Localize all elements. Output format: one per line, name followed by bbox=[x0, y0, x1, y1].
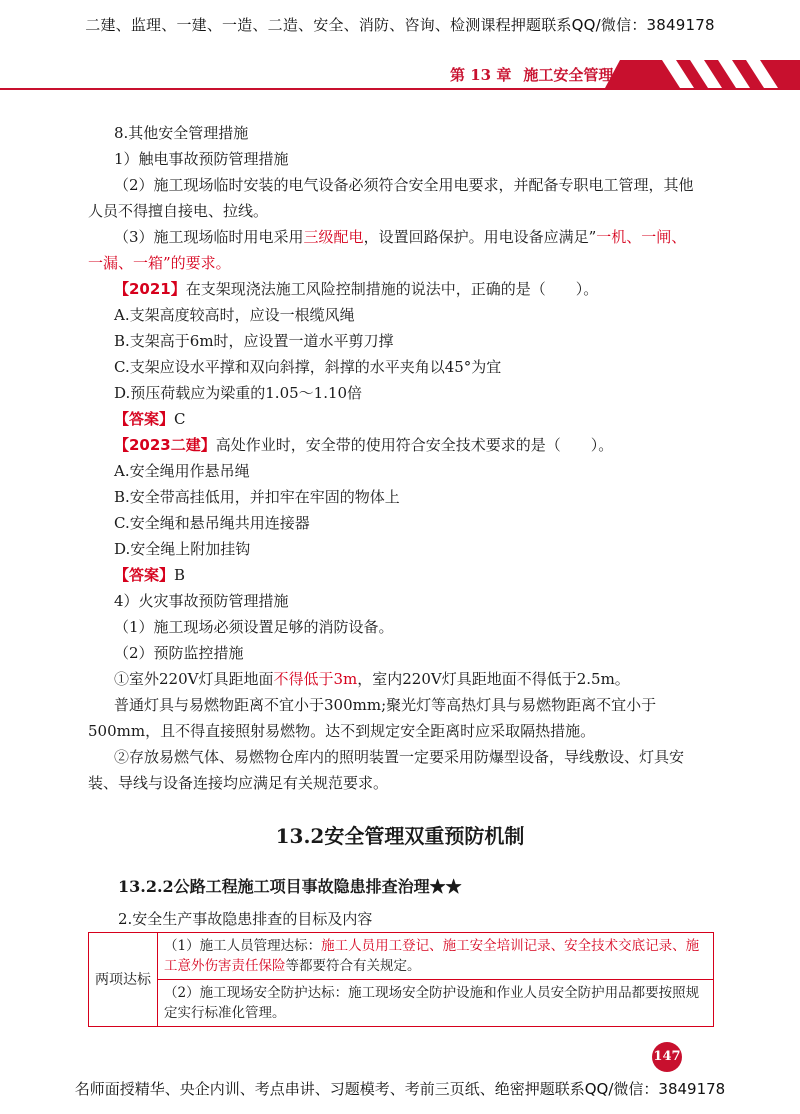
main-content bbox=[88, 120, 716, 796]
table-cell-personnel: （1）施工人员管理达标：施工人员用工登记、施工安全培训记录、安全技术交底记录、施工意外伤害责任保险等都要符合有关规定。 bbox=[158, 933, 714, 980]
question-2-option-d: D.安全绳上附加挂钩 bbox=[114, 540, 251, 558]
question-1-option-c: C.支架应设水平撑和双向斜撑，斜撑的水平夹角以45°为宜 bbox=[114, 358, 502, 376]
paragraph-3-line2: 一漏、一箱”的要求。 bbox=[88, 254, 231, 272]
table-row bbox=[89, 980, 714, 1027]
answer-2-tag: 【答案】 bbox=[114, 566, 175, 584]
chapter-header-bar bbox=[0, 58, 800, 92]
heading-8: 8.其他安全管理措施 bbox=[114, 124, 249, 142]
highlight-three-level: 三级配电 bbox=[303, 228, 364, 246]
heading-electric: 1）触电事故预防管理措施 bbox=[114, 150, 289, 168]
question-1-option-a: A.支架高度较高时，应设一根缆风绳 bbox=[114, 306, 355, 324]
chapter-label bbox=[450, 64, 625, 85]
subsection-paragraph: 2.安全生产事故隐患排查的目标及内容 bbox=[118, 910, 373, 928]
table-label-cell: 两项达标 bbox=[89, 933, 158, 1027]
fire-item-1: （1）施工现场必须设置足够的消防设备。 bbox=[114, 618, 394, 636]
subsection-title: 13.2.2公路工程施工项目事故隐患排查治理★★ bbox=[118, 877, 462, 896]
fire-lamp-line1: 普通灯具与易燃物距离不宜小于300mm;聚光灯等高热灯具与易燃物距离不宜小于 bbox=[114, 696, 657, 714]
question-1-tag: 【2021】 bbox=[114, 280, 186, 298]
question-1-option-b: B.支架高于6m时，应设置一道水平剪刀撑 bbox=[114, 332, 394, 350]
question-1-answer: 【答案】C bbox=[114, 410, 186, 428]
page-number-badge: 147 bbox=[652, 1042, 682, 1072]
question-2-option-b: B.安全带高挂低用，并扣牢在牢固的物体上 bbox=[114, 488, 400, 506]
section-title: 13.2安全管理双重预防机制 bbox=[275, 824, 525, 848]
highlight-3m: 不得低于3m bbox=[273, 670, 358, 688]
question-2-answer: 【答案】B bbox=[114, 566, 186, 584]
question-2-tag: 【2023二建】 bbox=[114, 436, 216, 454]
paragraph-2-line2: 人员不得擅自接电、拉线。 bbox=[88, 202, 269, 220]
chapter-number: 第 13 章 bbox=[450, 66, 512, 84]
chapter-title: 施工安全管理 bbox=[523, 66, 614, 84]
paragraph-3-line1: （3）施工现场临时用电采用三级配电，设置回路保护。用电设备应满足”一机、一闸、 bbox=[114, 228, 687, 246]
table-cell-site-protection: （2）施工现场安全防护达标：施工现场安全防护设施和作业人员安全防护用品都要按照规定实行标准化管理。 bbox=[158, 980, 714, 1027]
fire-storage-line1: ②存放易燃气体、易燃物仓库内的照明装置一定要采用防爆型设备，导线敷设、灯具安 bbox=[114, 748, 685, 766]
fire-lamp-line2: 500mm，且不得直接照射易燃物。达不到规定安全距离时应采取隔热措施。 bbox=[88, 722, 596, 740]
highlight-records: 施工人员用工登记、施工安全培训记录、安全技术交底记录、施工意外伤害责任保险 bbox=[164, 938, 700, 974]
question-2-option-c: C.安全绳和悬吊绳共用连接器 bbox=[114, 514, 310, 532]
paragraph-2-line1: （2）施工现场临时安装的电气设备必须符合安全用电要求，并配备专职电工管理，其他 bbox=[114, 176, 694, 194]
fire-item-2: （2）预防监控措施 bbox=[114, 644, 244, 662]
heading-fire: 4）火灾事故预防管理措施 bbox=[114, 592, 289, 610]
bottom-promo-banner: 名师面授精华、央企内训、考点串讲、习题模考、考前三页纸、绝密押题联系QQ/微信：3849178 bbox=[74, 1080, 726, 1098]
highlight-one-machine: 一机、一闸、 bbox=[596, 228, 687, 246]
question-1-stem: 【2021】在支架现浇法施工风险控制措施的说法中，正确的是（ ）。 bbox=[114, 280, 599, 298]
standards-table bbox=[88, 932, 714, 1027]
fire-item-2-1: ①室外220V灯具距地面不得低于3m，室内220V灯具距地面不得低于2.5m。 bbox=[114, 670, 630, 688]
question-1-option-d: D.预压荷载应为梁重的1.05～1.10倍 bbox=[114, 384, 363, 402]
question-2-stem: 【2023二建】高处作业时，安全带的使用符合安全技术要求的是（ ）。 bbox=[114, 436, 614, 454]
answer-1-tag: 【答案】 bbox=[114, 410, 175, 428]
question-2-option-a: A.安全绳用作悬吊绳 bbox=[114, 462, 250, 480]
top-promo-banner: 二建、监理、一建、一造、二造、安全、消防、咨询、检测课程押题联系QQ/微信：3849178 bbox=[85, 16, 715, 34]
table-row bbox=[89, 933, 714, 980]
fire-storage-line2: 装、导线与设备连接均应满足有关规范要求。 bbox=[88, 774, 389, 792]
